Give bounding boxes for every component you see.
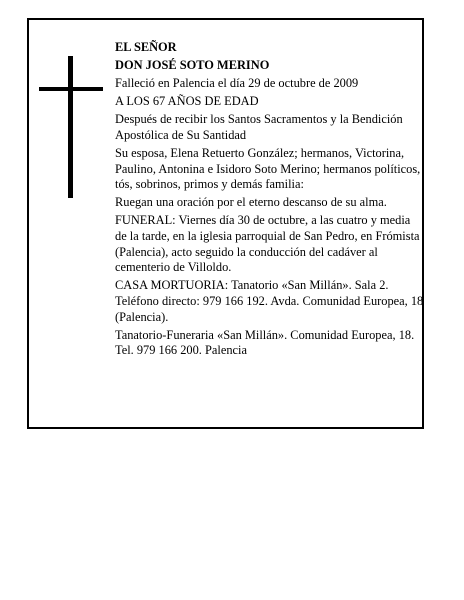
- obituary-notice: [27, 18, 424, 429]
- family-statement: Su esposa, Elena Retuerto González; hermanos, Victorina, Paulino, Antonina e Isidoro Soto Merino; hermanos políticos, tós, sobrinos, primos y demás familia:: [115, 146, 421, 192]
- cross-vertical-bar: [68, 56, 73, 198]
- age-statement: A LOS 67 AÑOS DE EDAD: [115, 94, 259, 109]
- deceased-name: DON JOSÉ SOTO MERINO: [115, 58, 270, 73]
- obituary-text: [115, 40, 425, 361]
- funeral-home-details: Tanatorio-Funeraria «San Millán». Comunidad Europea, 18. Tel. 979 166 200. Palencia: [115, 327, 415, 358]
- sacraments-statement: Después de recibir los Santos Sacramentos y la Bendición Apostólica de Su Santidad: [115, 112, 403, 142]
- death-statement: Falleció en Palencia el día 29 de octubre de 2009: [115, 76, 359, 91]
- cross-icon: [39, 56, 103, 198]
- funeral-details: FUNERAL: Viernes día 30 de octubre, a las cuatro y media de la tarde, en la iglesia parroquial de San Pedro, en Frómista (Palencia), acto seguido la conducción del cadáver al cementerio de Villoldo.: [115, 213, 420, 275]
- prayer-request: Ruegan una oración por el eterno descanso de su alma.: [115, 195, 387, 210]
- cross-horizontal-bar: [39, 87, 103, 91]
- title-line: EL SEÑOR: [115, 40, 177, 54]
- mortuary-details: CASA MORTUORIA: Tanatorio «San Millán». Sala 2. Teléfono directo: 979 166 192. Avda. Comunidad Europea, 18 (Palencia).: [115, 278, 424, 324]
